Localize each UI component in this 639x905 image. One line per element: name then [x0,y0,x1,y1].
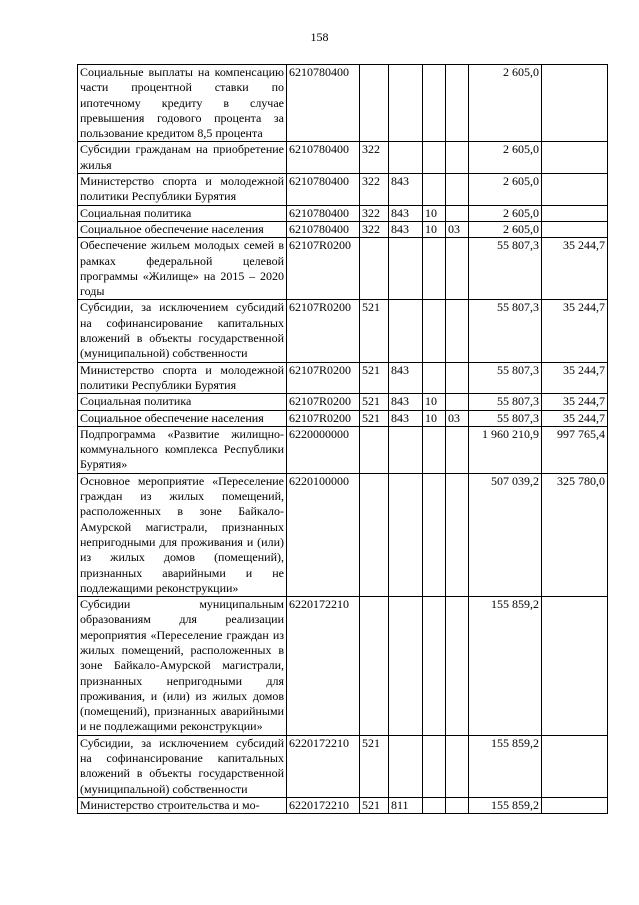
row-target-article: 6220100000 [287,473,360,596]
row-subsection: 03 [446,410,469,426]
row-target-article: 6220000000 [287,426,360,473]
row-amount-1: 155 859,2 [469,597,542,736]
table-row [78,221,608,237]
row-section [423,473,446,596]
row-amount-2: 35 244,7 [542,410,608,426]
row-name: Социальные выплаты на компенсацию части процентной ставки по ипотечному кредиту в случае превышения годового процента за пользование кредитом 8,5 процента [78,65,287,142]
row-name: Социальное обеспечение населения [78,410,287,426]
row-name: Основное мероприятие «Переселение граждан из жилых помещений, расположенных в зоне Байкало-Амурской магистрали, признанных непригодными для проживания и (или) из жилых домов (помещений), признанных аварийными и не подлежащими реконструкции» [78,473,287,596]
row-subsection [446,238,469,300]
row-section [423,426,446,473]
row-expense-type [360,238,389,300]
row-section [423,597,446,736]
row-amount-1: 1 960 210,9 [469,426,542,473]
table-row [78,426,608,473]
row-amount-2 [542,597,608,736]
table-row [78,410,608,426]
row-department [389,142,423,174]
row-subsection [446,473,469,596]
row-subsection [446,362,469,394]
row-amount-2: 35 244,7 [542,362,608,394]
row-department [389,426,423,473]
row-amount-2 [542,797,608,813]
row-name: Социальная политика [78,205,287,221]
row-subsection [446,300,469,362]
row-name: Субсидии, за исключением субсидий на софинансирование капитальных вложений в объекты государственной (муниципальной) собственности [78,735,287,797]
table-row [78,238,608,300]
row-amount-2: 35 244,7 [542,300,608,362]
row-target-article: 6220172210 [287,735,360,797]
table-row [78,205,608,221]
row-department [389,300,423,362]
row-expense-type [360,473,389,596]
row-amount-1: 55 807,3 [469,300,542,362]
page-number: 158 [310,30,329,44]
table-row [78,473,608,596]
row-amount-1: 2 605,0 [469,221,542,237]
row-expense-type: 521 [360,735,389,797]
row-section: 10 [423,221,446,237]
row-amount-2: 997 765,4 [542,426,608,473]
row-section [423,65,446,142]
row-name: Субсидии муниципальным образованиям для реализации мероприятия «Переселение граждан из жилых помещений, расположенных в зоне Байкало-Амурской магистрали, признанных непригодными для проживания, и (или) из жилых домов (помещений), признанных аварийными и не подлежащими реконструкции» [78,597,287,736]
row-subsection [446,797,469,813]
row-section [423,362,446,394]
row-name: Субсидии гражданам на приобретение жилья [78,142,287,174]
row-subsection [446,205,469,221]
row-target-article: 62107R0200 [287,362,360,394]
row-amount-2 [542,221,608,237]
row-subsection: 03 [446,221,469,237]
row-amount-1: 55 807,3 [469,362,542,394]
row-expense-type: 521 [360,300,389,362]
row-expense-type: 322 [360,221,389,237]
row-target-article: 6210780400 [287,142,360,174]
row-amount-2 [542,735,608,797]
row-section [423,142,446,174]
row-name: Министерство строительства и мо- [78,797,287,813]
row-department: 843 [389,205,423,221]
row-department [389,597,423,736]
row-subsection [446,174,469,206]
row-amount-1: 2 605,0 [469,174,542,206]
row-amount-1: 55 807,3 [469,238,542,300]
row-department: 843 [389,410,423,426]
row-expense-type: 521 [360,797,389,813]
row-section [423,797,446,813]
row-subsection [446,426,469,473]
row-department [389,473,423,596]
row-subsection [446,597,469,736]
row-subsection [446,735,469,797]
row-amount-1: 2 605,0 [469,205,542,221]
table-row [78,142,608,174]
row-target-article: 62107R0200 [287,410,360,426]
table-row [78,394,608,410]
table-row [78,597,608,736]
row-department: 843 [389,221,423,237]
row-expense-type: 322 [360,142,389,174]
row-amount-1: 155 859,2 [469,735,542,797]
budget-table-body [78,65,608,814]
row-department [389,238,423,300]
row-department: 811 [389,797,423,813]
row-name: Министерство спорта и молодежной политики Республики Бурятия [78,174,287,206]
row-subsection [446,65,469,142]
row-amount-2 [542,142,608,174]
row-subsection [446,142,469,174]
budget-table [77,64,608,814]
row-expense-type: 521 [360,362,389,394]
table-row [78,65,608,142]
row-section [423,238,446,300]
row-department [389,65,423,142]
row-name: Субсидии, за исключением субсидий на софинансирование капитальных вложений в объекты государственной (муниципальной) собственности [78,300,287,362]
row-amount-2: 35 244,7 [542,238,608,300]
row-department [389,735,423,797]
row-section: 10 [423,394,446,410]
row-department: 843 [389,174,423,206]
row-amount-2 [542,65,608,142]
row-target-article: 62107R0200 [287,238,360,300]
row-department: 843 [389,362,423,394]
row-amount-2: 325 780,0 [542,473,608,596]
row-name: Обеспечение жильем молодых семей в рамках федеральной целевой программы «Жилище» на 2015 – 2020 годы [78,238,287,300]
table-row [78,300,608,362]
row-amount-1: 55 807,3 [469,394,542,410]
row-target-article: 6210780400 [287,65,360,142]
row-target-article: 6210780400 [287,221,360,237]
row-target-article: 62107R0200 [287,394,360,410]
row-section [423,174,446,206]
row-section [423,735,446,797]
row-section: 10 [423,410,446,426]
row-amount-2: 35 244,7 [542,394,608,410]
row-target-article: 6210780400 [287,174,360,206]
row-target-article: 6220172210 [287,597,360,736]
row-amount-2 [542,205,608,221]
row-target-article: 6210780400 [287,205,360,221]
table-row [78,174,608,206]
row-name: Социальная политика [78,394,287,410]
row-target-article: 6220172210 [287,797,360,813]
row-subsection [446,394,469,410]
row-amount-1: 2 605,0 [469,142,542,174]
row-expense-type [360,426,389,473]
row-amount-1: 2 605,0 [469,65,542,142]
row-amount-1: 55 807,3 [469,410,542,426]
row-name: Социальное обеспечение населения [78,221,287,237]
row-expense-type: 322 [360,205,389,221]
row-name: Подпрограмма «Развитие жилищно-коммунального комплекса Республики Бурятия» [78,426,287,473]
row-name: Министерство спорта и молодежной политики Республики Бурятия [78,362,287,394]
row-expense-type [360,65,389,142]
row-department: 843 [389,394,423,410]
row-section [423,300,446,362]
row-target-article: 62107R0200 [287,300,360,362]
table-row [78,362,608,394]
table-row [78,735,608,797]
row-expense-type: 521 [360,394,389,410]
row-amount-1: 507 039,2 [469,473,542,596]
row-expense-type [360,597,389,736]
row-expense-type: 521 [360,410,389,426]
row-section: 10 [423,205,446,221]
row-amount-1: 155 859,2 [469,797,542,813]
row-amount-2 [542,174,608,206]
table-row [78,797,608,813]
row-expense-type: 322 [360,174,389,206]
